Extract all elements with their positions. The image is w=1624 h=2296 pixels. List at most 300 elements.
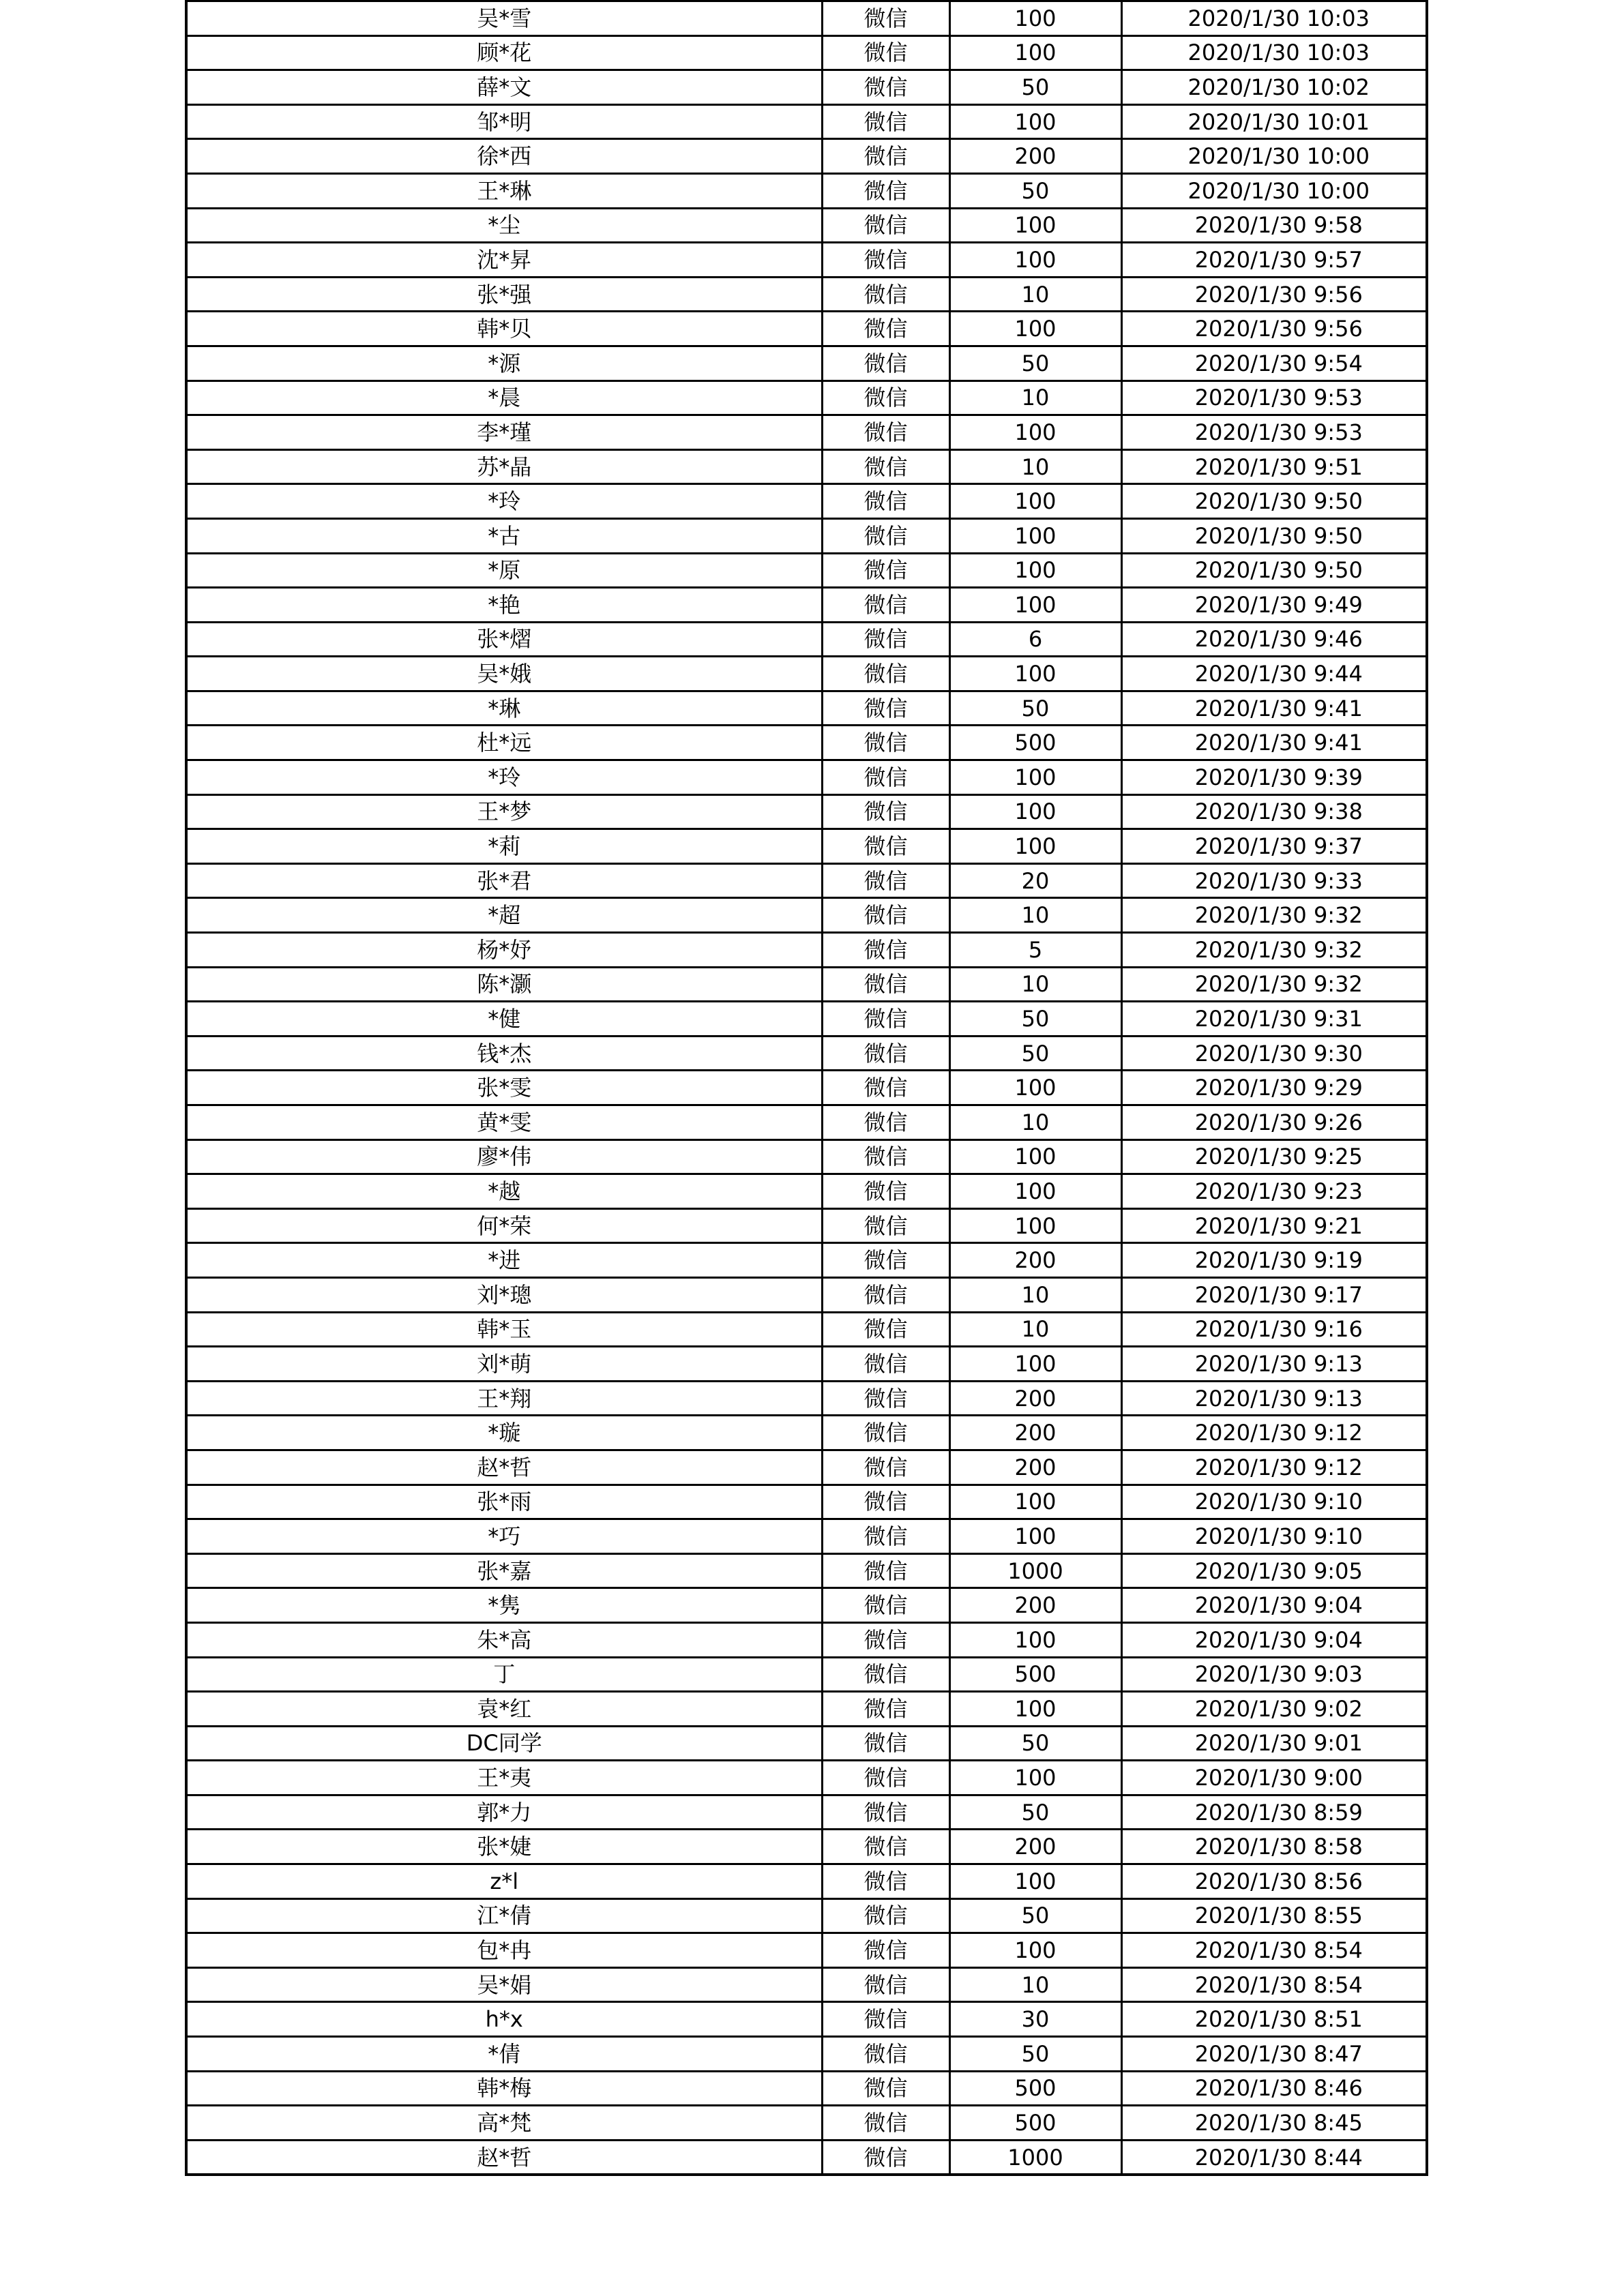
table-row	[186, 1277, 1427, 1312]
donor-name-cell: 顾*花	[186, 35, 822, 70]
donor-name-cell: 韩*贝	[186, 312, 822, 346]
donor-name-cell: DC同学	[186, 1726, 822, 1761]
payment-method-cell: 微信	[822, 35, 949, 70]
amount-cell: 100	[949, 243, 1121, 278]
payment-method-cell: 微信	[822, 726, 949, 760]
donor-name-cell: z*l	[186, 1864, 822, 1899]
donor-name-cell: *琳	[186, 691, 822, 726]
table-row	[186, 1174, 1427, 1209]
donor-name-cell: 刘*萌	[186, 1347, 822, 1382]
amount-cell: 100	[949, 1485, 1121, 1519]
timestamp-cell: 2020/1/30 9:29	[1121, 1071, 1427, 1105]
table-row	[186, 622, 1427, 657]
table-row	[186, 1243, 1427, 1278]
donor-name-cell: 张*嘉	[186, 1553, 822, 1588]
timestamp-cell: 2020/1/30 9:04	[1121, 1588, 1427, 1623]
table-row	[186, 381, 1427, 415]
donor-name-cell: *越	[186, 1174, 822, 1209]
amount-cell: 100	[949, 1208, 1121, 1243]
payment-method-cell: 微信	[822, 1, 949, 36]
amount-cell: 200	[949, 1588, 1121, 1623]
table-row	[186, 863, 1427, 898]
table-row	[186, 1450, 1427, 1485]
timestamp-cell: 2020/1/30 9:50	[1121, 553, 1427, 588]
table-row	[186, 243, 1427, 278]
donor-name-cell: 丁	[186, 1657, 822, 1692]
table-row	[186, 1657, 1427, 1692]
donor-name-cell: 赵*哲	[186, 2140, 822, 2175]
donor-name-cell: 韩*梅	[186, 2071, 822, 2106]
table-row	[186, 1002, 1427, 1037]
amount-cell: 100	[949, 1692, 1121, 1727]
donor-name-cell: 何*荣	[186, 1208, 822, 1243]
timestamp-cell: 2020/1/30 9:25	[1121, 1139, 1427, 1174]
timestamp-cell: 2020/1/30 8:45	[1121, 2106, 1427, 2141]
donor-name-cell: *古	[186, 518, 822, 553]
amount-cell: 100	[949, 1, 1121, 36]
payment-method-cell: 微信	[822, 657, 949, 691]
timestamp-cell: 2020/1/30 9:00	[1121, 1761, 1427, 1795]
timestamp-cell: 2020/1/30 8:58	[1121, 1830, 1427, 1864]
table-row	[186, 1830, 1427, 1864]
table-row	[186, 1761, 1427, 1795]
amount-cell: 500	[949, 2071, 1121, 2106]
table-row	[186, 1553, 1427, 1588]
amount-cell: 20	[949, 863, 1121, 898]
table-row	[186, 553, 1427, 588]
donor-name-cell: *巧	[186, 1519, 822, 1554]
donor-name-cell: *原	[186, 553, 822, 588]
donor-name-cell: *玲	[186, 760, 822, 795]
amount-cell: 200	[949, 1381, 1121, 1416]
donor-name-cell: 张*雨	[186, 1485, 822, 1519]
timestamp-cell: 2020/1/30 9:21	[1121, 1208, 1427, 1243]
amount-cell: 50	[949, 691, 1121, 726]
table-row	[186, 2002, 1427, 2037]
donation-table-body	[186, 1, 1427, 2175]
table-row	[186, 760, 1427, 795]
timestamp-cell: 2020/1/30 9:03	[1121, 1657, 1427, 1692]
amount-cell: 500	[949, 726, 1121, 760]
donor-name-cell: 张*婕	[186, 1830, 822, 1864]
amount-cell: 10	[949, 277, 1121, 312]
donation-sheet	[185, 0, 1426, 2176]
payment-method-cell: 微信	[822, 208, 949, 243]
table-row	[186, 1208, 1427, 1243]
donor-name-cell: 王*梦	[186, 794, 822, 829]
table-row	[186, 1381, 1427, 1416]
payment-method-cell: 微信	[822, 760, 949, 795]
amount-cell: 50	[949, 346, 1121, 381]
timestamp-cell: 2020/1/30 9:10	[1121, 1519, 1427, 1554]
payment-method-cell: 微信	[822, 1967, 949, 2002]
payment-method-cell: 微信	[822, 553, 949, 588]
table-row	[186, 449, 1427, 484]
timestamp-cell: 2020/1/30 8:59	[1121, 1795, 1427, 1830]
payment-method-cell: 微信	[822, 449, 949, 484]
timestamp-cell: 2020/1/30 9:13	[1121, 1381, 1427, 1416]
payment-method-cell: 微信	[822, 2106, 949, 2141]
timestamp-cell: 2020/1/30 9:38	[1121, 794, 1427, 829]
donor-name-cell: 王*夷	[186, 1761, 822, 1795]
amount-cell: 50	[949, 1002, 1121, 1037]
payment-method-cell: 微信	[822, 1208, 949, 1243]
timestamp-cell: 2020/1/30 8:54	[1121, 1933, 1427, 1968]
payment-method-cell: 微信	[822, 1312, 949, 1347]
table-row	[186, 70, 1427, 105]
table-row	[186, 967, 1427, 1002]
amount-cell: 100	[949, 1864, 1121, 1899]
amount-cell: 100	[949, 794, 1121, 829]
table-row	[186, 1071, 1427, 1105]
amount-cell: 100	[949, 1622, 1121, 1657]
amount-cell: 100	[949, 553, 1121, 588]
payment-method-cell: 微信	[822, 1519, 949, 1554]
payment-method-cell: 微信	[822, 312, 949, 346]
donor-name-cell: 袁*红	[186, 1692, 822, 1727]
table-row	[186, 1588, 1427, 1623]
amount-cell: 100	[949, 1519, 1121, 1554]
table-row	[186, 346, 1427, 381]
donor-name-cell: 高*梵	[186, 2106, 822, 2141]
payment-method-cell: 微信	[822, 2140, 949, 2175]
timestamp-cell: 2020/1/30 8:56	[1121, 1864, 1427, 1899]
payment-method-cell: 微信	[822, 1347, 949, 1382]
amount-cell: 100	[949, 518, 1121, 553]
amount-cell: 50	[949, 2037, 1121, 2072]
amount-cell: 50	[949, 173, 1121, 208]
payment-method-cell: 微信	[822, 1657, 949, 1692]
timestamp-cell: 2020/1/30 8:54	[1121, 1967, 1427, 2002]
table-row	[186, 173, 1427, 208]
donor-name-cell: 沈*昇	[186, 243, 822, 278]
amount-cell: 100	[949, 1139, 1121, 1174]
timestamp-cell: 2020/1/30 9:33	[1121, 863, 1427, 898]
amount-cell: 200	[949, 1416, 1121, 1450]
donor-name-cell: 王*翔	[186, 1381, 822, 1416]
amount-cell: 10	[949, 1967, 1121, 2002]
amount-cell: 100	[949, 312, 1121, 346]
amount-cell: 100	[949, 208, 1121, 243]
table-row	[186, 829, 1427, 864]
amount-cell: 50	[949, 1726, 1121, 1761]
timestamp-cell: 2020/1/30 10:00	[1121, 173, 1427, 208]
amount-cell: 10	[949, 381, 1121, 415]
donor-name-cell: 黄*雯	[186, 1105, 822, 1140]
payment-method-cell: 微信	[822, 1553, 949, 1588]
donor-name-cell: 廖*伟	[186, 1139, 822, 1174]
amount-cell: 100	[949, 1761, 1121, 1795]
payment-method-cell: 微信	[822, 863, 949, 898]
payment-method-cell: 微信	[822, 104, 949, 139]
table-row	[186, 2071, 1427, 2106]
timestamp-cell: 2020/1/30 9:50	[1121, 484, 1427, 519]
timestamp-cell: 2020/1/30 9:31	[1121, 1002, 1427, 1037]
amount-cell: 10	[949, 449, 1121, 484]
table-row	[186, 1347, 1427, 1382]
table-row	[186, 139, 1427, 174]
timestamp-cell: 2020/1/30 9:12	[1121, 1450, 1427, 1485]
amount-cell: 10	[949, 1105, 1121, 1140]
timestamp-cell: 2020/1/30 9:10	[1121, 1485, 1427, 1519]
table-row	[186, 657, 1427, 691]
donor-name-cell: *进	[186, 1243, 822, 1278]
donor-name-cell: 吴*雪	[186, 1, 822, 36]
table-row	[186, 588, 1427, 623]
donor-name-cell: 韩*玉	[186, 1312, 822, 1347]
payment-method-cell: 微信	[822, 243, 949, 278]
donor-name-cell: 薛*文	[186, 70, 822, 105]
timestamp-cell: 2020/1/30 9:41	[1121, 726, 1427, 760]
donor-name-cell: 陈*灏	[186, 967, 822, 1002]
payment-method-cell: 微信	[822, 139, 949, 174]
timestamp-cell: 2020/1/30 9:30	[1121, 1036, 1427, 1071]
table-row	[186, 1726, 1427, 1761]
timestamp-cell: 2020/1/30 10:02	[1121, 70, 1427, 105]
payment-method-cell: 微信	[822, 1761, 949, 1795]
table-row	[186, 104, 1427, 139]
table-row	[186, 1933, 1427, 1968]
table-row	[186, 1, 1427, 36]
table-row	[186, 2106, 1427, 2141]
timestamp-cell: 2020/1/30 9:58	[1121, 208, 1427, 243]
amount-cell: 100	[949, 829, 1121, 864]
payment-method-cell: 微信	[822, 1588, 949, 1623]
timestamp-cell: 2020/1/30 9:49	[1121, 588, 1427, 623]
payment-method-cell: 微信	[822, 1139, 949, 1174]
donor-name-cell: *源	[186, 346, 822, 381]
donor-name-cell: 张*雯	[186, 1071, 822, 1105]
table-row	[186, 794, 1427, 829]
table-row	[186, 1105, 1427, 1140]
amount-cell: 100	[949, 1347, 1121, 1382]
table-row	[186, 1485, 1427, 1519]
amount-cell: 100	[949, 1933, 1121, 1968]
donation-table	[185, 0, 1428, 2176]
amount-cell: 10	[949, 898, 1121, 933]
payment-method-cell: 微信	[822, 484, 949, 519]
timestamp-cell: 2020/1/30 9:51	[1121, 449, 1427, 484]
table-row	[186, 1967, 1427, 2002]
payment-method-cell: 微信	[822, 277, 949, 312]
timestamp-cell: 2020/1/30 9:57	[1121, 243, 1427, 278]
donor-name-cell: *健	[186, 1002, 822, 1037]
table-row	[186, 933, 1427, 968]
payment-method-cell: 微信	[822, 588, 949, 623]
table-row	[186, 518, 1427, 553]
donor-name-cell: 杜*远	[186, 726, 822, 760]
table-row	[186, 1036, 1427, 1071]
amount-cell: 100	[949, 588, 1121, 623]
donor-name-cell: 郭*力	[186, 1795, 822, 1830]
donor-name-cell: 张*强	[186, 277, 822, 312]
amount-cell: 500	[949, 2106, 1121, 2141]
table-row	[186, 1898, 1427, 1933]
donor-name-cell: *超	[186, 898, 822, 933]
table-row	[186, 484, 1427, 519]
timestamp-cell: 2020/1/30 9:05	[1121, 1553, 1427, 1588]
payment-method-cell: 微信	[822, 898, 949, 933]
table-row	[186, 1139, 1427, 1174]
payment-method-cell: 微信	[822, 933, 949, 968]
timestamp-cell: 2020/1/30 9:17	[1121, 1277, 1427, 1312]
payment-method-cell: 微信	[822, 1036, 949, 1071]
payment-method-cell: 微信	[822, 1381, 949, 1416]
amount-cell: 1000	[949, 1553, 1121, 1588]
donor-name-cell: h*x	[186, 2002, 822, 2037]
timestamp-cell: 2020/1/30 9:16	[1121, 1312, 1427, 1347]
timestamp-cell: 2020/1/30 9:01	[1121, 1726, 1427, 1761]
timestamp-cell: 2020/1/30 9:32	[1121, 933, 1427, 968]
payment-method-cell: 微信	[822, 518, 949, 553]
payment-method-cell: 微信	[822, 415, 949, 450]
amount-cell: 100	[949, 104, 1121, 139]
timestamp-cell: 2020/1/30 9:32	[1121, 898, 1427, 933]
payment-method-cell: 微信	[822, 829, 949, 864]
amount-cell: 200	[949, 1450, 1121, 1485]
donor-name-cell: 徐*西	[186, 139, 822, 174]
timestamp-cell: 2020/1/30 9:04	[1121, 1622, 1427, 1657]
timestamp-cell: 2020/1/30 9:56	[1121, 312, 1427, 346]
amount-cell: 30	[949, 2002, 1121, 2037]
payment-method-cell: 微信	[822, 1174, 949, 1209]
amount-cell: 100	[949, 760, 1121, 795]
timestamp-cell: 2020/1/30 9:12	[1121, 1416, 1427, 1450]
table-row	[186, 35, 1427, 70]
payment-method-cell: 微信	[822, 1692, 949, 1727]
amount-cell: 100	[949, 35, 1121, 70]
payment-method-cell: 微信	[822, 173, 949, 208]
amount-cell: 200	[949, 1830, 1121, 1864]
donor-name-cell: *璇	[186, 1416, 822, 1450]
timestamp-cell: 2020/1/30 9:41	[1121, 691, 1427, 726]
amount-cell: 100	[949, 415, 1121, 450]
timestamp-cell: 2020/1/30 9:19	[1121, 1243, 1427, 1278]
payment-method-cell: 微信	[822, 1416, 949, 1450]
amount-cell: 100	[949, 1071, 1121, 1105]
timestamp-cell: 2020/1/30 9:32	[1121, 967, 1427, 1002]
table-row	[186, 277, 1427, 312]
timestamp-cell: 2020/1/30 9:53	[1121, 381, 1427, 415]
payment-method-cell: 微信	[822, 1726, 949, 1761]
timestamp-cell: 2020/1/30 10:03	[1121, 1, 1427, 36]
donor-name-cell: 朱*高	[186, 1622, 822, 1657]
amount-cell: 200	[949, 139, 1121, 174]
timestamp-cell: 2020/1/30 8:51	[1121, 2002, 1427, 2037]
payment-method-cell: 微信	[822, 1622, 949, 1657]
timestamp-cell: 2020/1/30 9:44	[1121, 657, 1427, 691]
donor-name-cell: 邹*明	[186, 104, 822, 139]
donor-name-cell: 苏*晶	[186, 449, 822, 484]
payment-method-cell: 微信	[822, 2071, 949, 2106]
donor-name-cell: 包*冉	[186, 1933, 822, 1968]
table-row	[186, 1312, 1427, 1347]
table-row	[186, 1795, 1427, 1830]
timestamp-cell: 2020/1/30 9:23	[1121, 1174, 1427, 1209]
payment-method-cell: 微信	[822, 346, 949, 381]
table-row	[186, 415, 1427, 450]
timestamp-cell: 2020/1/30 9:56	[1121, 277, 1427, 312]
payment-method-cell: 微信	[822, 967, 949, 1002]
timestamp-cell: 2020/1/30 8:47	[1121, 2037, 1427, 2072]
timestamp-cell: 2020/1/30 9:46	[1121, 622, 1427, 657]
payment-method-cell: 微信	[822, 1243, 949, 1278]
table-row	[186, 2140, 1427, 2175]
timestamp-cell: 2020/1/30 10:00	[1121, 139, 1427, 174]
amount-cell: 10	[949, 967, 1121, 1002]
timestamp-cell: 2020/1/30 9:13	[1121, 1347, 1427, 1382]
payment-method-cell: 微信	[822, 794, 949, 829]
table-row	[186, 1519, 1427, 1554]
amount-cell: 5	[949, 933, 1121, 968]
table-row	[186, 1622, 1427, 1657]
timestamp-cell: 2020/1/30 9:26	[1121, 1105, 1427, 1140]
payment-method-cell: 微信	[822, 381, 949, 415]
table-row	[186, 2037, 1427, 2072]
donor-name-cell: *隽	[186, 1588, 822, 1623]
donor-name-cell: 吴*娟	[186, 1967, 822, 2002]
donor-name-cell: 刘*璁	[186, 1277, 822, 1312]
table-row	[186, 726, 1427, 760]
donor-name-cell: 吴*娥	[186, 657, 822, 691]
donor-name-cell: *尘	[186, 208, 822, 243]
amount-cell: 1000	[949, 2140, 1121, 2175]
timestamp-cell: 2020/1/30 8:55	[1121, 1898, 1427, 1933]
timestamp-cell: 2020/1/30 9:54	[1121, 346, 1427, 381]
amount-cell: 6	[949, 622, 1121, 657]
payment-method-cell: 微信	[822, 1105, 949, 1140]
amount-cell: 100	[949, 484, 1121, 519]
payment-method-cell: 微信	[822, 1830, 949, 1864]
amount-cell: 50	[949, 1898, 1121, 1933]
donor-name-cell: *倩	[186, 2037, 822, 2072]
payment-method-cell: 微信	[822, 1795, 949, 1830]
payment-method-cell: 微信	[822, 1864, 949, 1899]
amount-cell: 10	[949, 1277, 1121, 1312]
amount-cell: 50	[949, 70, 1121, 105]
amount-cell: 50	[949, 1795, 1121, 1830]
donor-name-cell: *晨	[186, 381, 822, 415]
payment-method-cell: 微信	[822, 1277, 949, 1312]
amount-cell: 50	[949, 1036, 1121, 1071]
donor-name-cell: *玲	[186, 484, 822, 519]
payment-method-cell: 微信	[822, 2002, 949, 2037]
payment-method-cell: 微信	[822, 1898, 949, 1933]
table-row	[186, 208, 1427, 243]
payment-method-cell: 微信	[822, 622, 949, 657]
payment-method-cell: 微信	[822, 2037, 949, 2072]
table-row	[186, 1692, 1427, 1727]
timestamp-cell: 2020/1/30 10:01	[1121, 104, 1427, 139]
payment-method-cell: 微信	[822, 1071, 949, 1105]
payment-method-cell: 微信	[822, 1485, 949, 1519]
amount-cell: 200	[949, 1243, 1121, 1278]
donor-name-cell: 张*熠	[186, 622, 822, 657]
table-row	[186, 312, 1427, 346]
donor-name-cell: 钱*杰	[186, 1036, 822, 1071]
payment-method-cell: 微信	[822, 1450, 949, 1485]
donor-name-cell: 王*琳	[186, 173, 822, 208]
timestamp-cell: 2020/1/30 10:03	[1121, 35, 1427, 70]
amount-cell: 500	[949, 1657, 1121, 1692]
donor-name-cell: 江*倩	[186, 1898, 822, 1933]
timestamp-cell: 2020/1/30 8:44	[1121, 2140, 1427, 2175]
amount-cell: 10	[949, 1312, 1121, 1347]
donor-name-cell: 张*君	[186, 863, 822, 898]
timestamp-cell: 2020/1/30 9:50	[1121, 518, 1427, 553]
table-row	[186, 898, 1427, 933]
donor-name-cell: *艳	[186, 588, 822, 623]
